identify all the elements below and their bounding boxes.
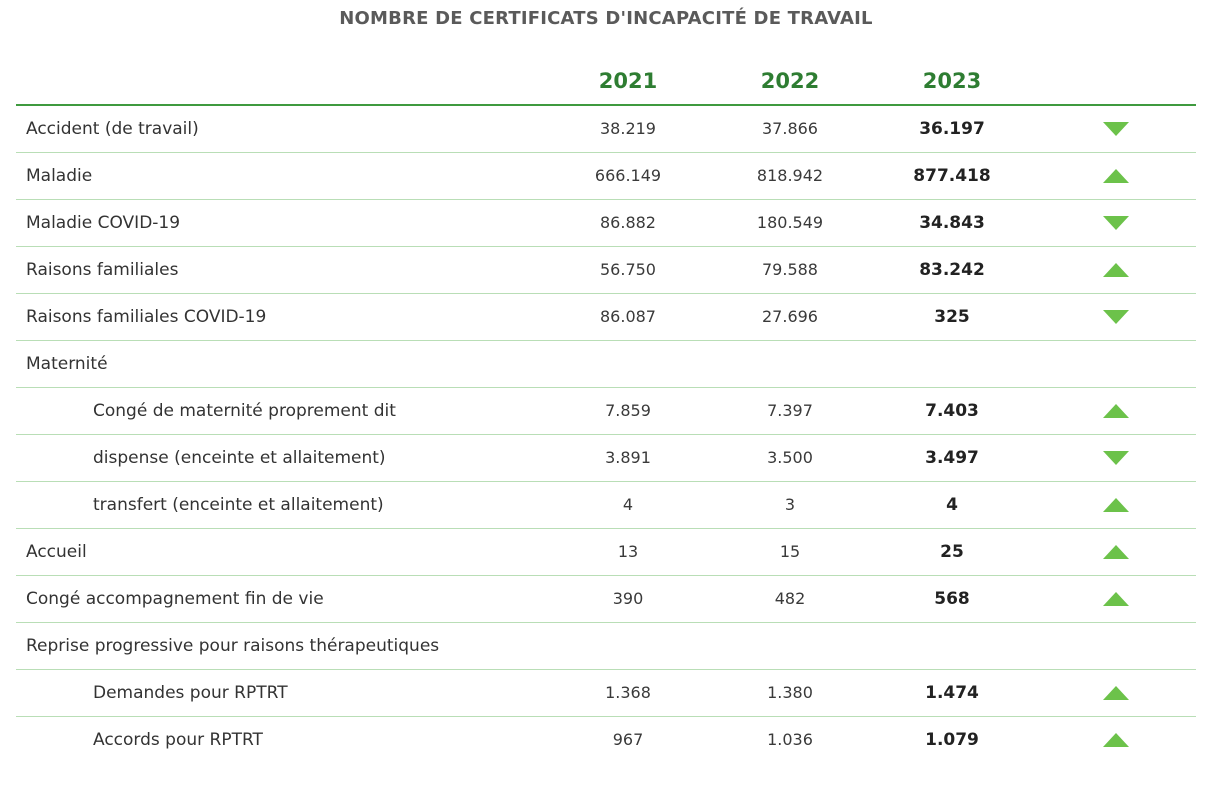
value-2023: 1.079 bbox=[925, 730, 979, 750]
section-label: Maternité bbox=[26, 354, 108, 374]
value-2022: 27.696 bbox=[762, 307, 818, 326]
table-row bbox=[16, 106, 1196, 153]
value-2022: 180.549 bbox=[756, 213, 824, 232]
year-header-2023: 2023 bbox=[922, 69, 982, 93]
year-header-2022: 2022 bbox=[760, 69, 820, 93]
triangle-up-icon bbox=[1103, 733, 1129, 747]
value-2021: 38.219 bbox=[600, 119, 656, 138]
row-label: Accident (de travail) bbox=[26, 119, 199, 139]
value-2022: 1.380 bbox=[767, 683, 813, 702]
triangle-up-icon bbox=[1103, 686, 1129, 700]
value-2022: 79.588 bbox=[762, 260, 818, 279]
table-title: NOMBRE DE CERTIFICATS D'INCAPACITÉ DE TRAVAIL bbox=[339, 8, 873, 29]
table-row bbox=[16, 153, 1196, 200]
value-2021: 86.087 bbox=[600, 307, 656, 326]
table-header bbox=[16, 58, 1196, 106]
table-section-row bbox=[16, 623, 1196, 670]
table-row bbox=[16, 717, 1196, 763]
row-label: Raisons familiales COVID-19 bbox=[26, 307, 267, 327]
row-label: Raisons familiales bbox=[26, 260, 179, 280]
value-2023: 7.403 bbox=[925, 401, 979, 421]
value-2022: 482 bbox=[774, 589, 806, 608]
value-2022: 15 bbox=[779, 542, 801, 561]
value-2021: 13 bbox=[617, 542, 639, 561]
row-label: transfert (enceinte et allaitement) bbox=[93, 495, 384, 515]
value-2021: 390 bbox=[612, 589, 644, 608]
triangle-up-icon bbox=[1103, 169, 1129, 183]
table-row bbox=[16, 435, 1196, 482]
certificates-table bbox=[16, 58, 1196, 763]
table-row bbox=[16, 576, 1196, 623]
value-2023: 3.497 bbox=[925, 448, 979, 468]
value-2023: 877.418 bbox=[913, 166, 991, 186]
value-2021: 1.368 bbox=[605, 683, 651, 702]
triangle-up-icon bbox=[1103, 263, 1129, 277]
table-section-row bbox=[16, 341, 1196, 388]
value-2021: 7.859 bbox=[605, 401, 651, 420]
row-label: Congé accompagnement fin de vie bbox=[26, 589, 324, 609]
value-2021: 967 bbox=[612, 730, 644, 749]
value-2022: 3.500 bbox=[767, 448, 813, 467]
triangle-up-icon bbox=[1103, 545, 1129, 559]
value-2022: 3 bbox=[784, 495, 796, 514]
value-2022: 818.942 bbox=[756, 166, 824, 185]
value-2023: 4 bbox=[946, 495, 958, 515]
value-2023: 34.843 bbox=[919, 213, 985, 233]
value-2023: 83.242 bbox=[919, 260, 985, 280]
table-row bbox=[16, 247, 1196, 294]
value-2021: 86.882 bbox=[600, 213, 656, 232]
triangle-down-icon bbox=[1103, 310, 1129, 324]
row-label: Congé de maternité proprement dit bbox=[93, 401, 396, 421]
value-2022: 7.397 bbox=[767, 401, 813, 420]
row-label: Maladie bbox=[26, 166, 93, 186]
value-2021: 3.891 bbox=[605, 448, 651, 467]
value-2023: 325 bbox=[934, 307, 970, 327]
row-label: Accords pour RPTRT bbox=[93, 730, 263, 750]
table-row bbox=[16, 670, 1196, 717]
value-2021: 56.750 bbox=[600, 260, 656, 279]
value-2023: 1.474 bbox=[925, 683, 979, 703]
year-header-2021: 2021 bbox=[598, 69, 658, 93]
table-row bbox=[16, 388, 1196, 435]
section-label: Reprise progressive pour raisons thérapeutiques bbox=[26, 636, 440, 656]
row-label: Demandes pour RPTRT bbox=[93, 683, 288, 703]
triangle-down-icon bbox=[1103, 451, 1129, 465]
triangle-down-icon bbox=[1103, 216, 1129, 230]
table-row bbox=[16, 529, 1196, 576]
value-2023: 25 bbox=[940, 542, 964, 562]
table-row bbox=[16, 294, 1196, 341]
value-2023: 568 bbox=[934, 589, 970, 609]
table-row bbox=[16, 482, 1196, 529]
table-row bbox=[16, 200, 1196, 247]
value-2021: 4 bbox=[622, 495, 634, 514]
row-label: Maladie COVID-19 bbox=[26, 213, 181, 233]
row-label: Accueil bbox=[26, 542, 87, 562]
value-2023: 36.197 bbox=[919, 119, 985, 139]
value-2021: 666.149 bbox=[594, 166, 662, 185]
triangle-up-icon bbox=[1103, 404, 1129, 418]
value-2022: 37.866 bbox=[762, 119, 818, 138]
row-label: dispense (enceinte et allaitement) bbox=[93, 448, 386, 468]
triangle-up-icon bbox=[1103, 498, 1129, 512]
triangle-up-icon bbox=[1103, 592, 1129, 606]
value-2022: 1.036 bbox=[767, 730, 813, 749]
triangle-down-icon bbox=[1103, 122, 1129, 136]
